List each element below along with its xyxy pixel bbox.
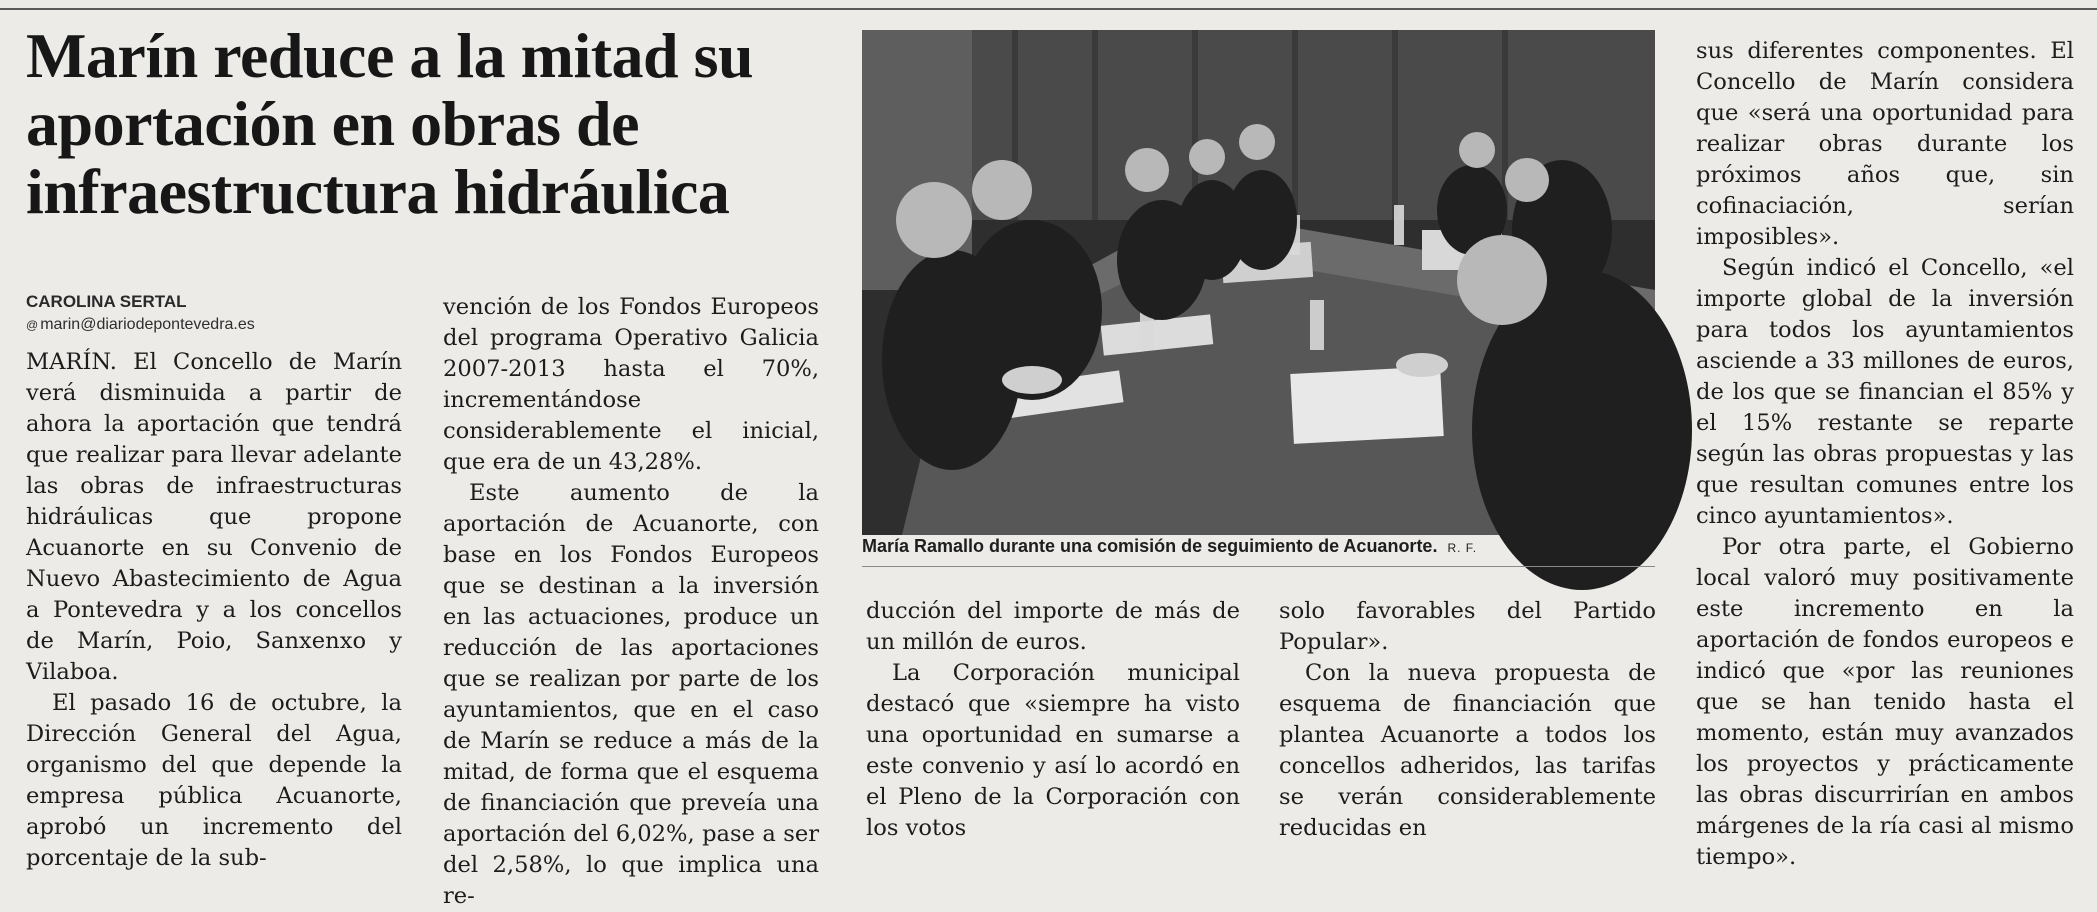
paragraph: ducción del importe de más de un millón de euros. bbox=[866, 598, 1240, 655]
author-email-text: marin@diariodepontevedra.es bbox=[40, 316, 255, 333]
text-column-5 bbox=[1696, 36, 2074, 870]
text-column-2 bbox=[443, 292, 819, 909]
text-column-4 bbox=[1279, 596, 1656, 841]
text-column-3 bbox=[866, 596, 1240, 841]
at-icon: @ bbox=[26, 318, 39, 332]
paragraph bbox=[26, 347, 402, 688]
paragraph: El pasado 16 de octubre, la Dirección General del Agua, organismo del que depende la empresa pública Acuanorte, aprobó un incremento del porcentaje de la sub- bbox=[26, 690, 402, 871]
author-email bbox=[26, 316, 426, 334]
top-rule bbox=[0, 8, 2097, 10]
paragraph: La Corporación municipal destacó que «siempre ha visto una oportunidad en sumarse a este convenio y así lo acordó en el Pleno de la Corporación con los votos bbox=[866, 660, 1240, 841]
paragraph: Según indicó el Concello, «el importe global de la inversión para todos los ayuntamientos asciende a 33 millones de euros, de los que se financian el 85% y el 15% restante se reparte según las obras propuestas y las que resultan comunes entre los cinco ayuntamientos». bbox=[1696, 255, 2074, 529]
dateline: MARÍN. bbox=[26, 349, 117, 375]
caption-rule bbox=[862, 566, 1655, 567]
paragraph: Con la nueva propuesta de esquema de financiación que plantea Acuanorte a todos los concellos adheridos, las tarifas se verán considerablemente reducidas en bbox=[1279, 660, 1656, 841]
photo-credit: R. F. bbox=[1447, 541, 1478, 555]
paragraph: Este aumento de la aportación de Acuanorte, con base en los Fondos Europeos que se destinan a la inversión en las actuaciones, produce un reducción de las aportaciones que se realizan por parte de los ayuntamientos, que en el caso de Marín se reduce a más de la mitad, de forma que el esquema de financiación que preveía una aportación del 6,02%, pase a ser del 2,58%, lo que implica una re- bbox=[443, 480, 819, 909]
paragraph: sus diferentes componentes. El Concello de Marín considera que «será una oportunidad para realizar obras durante los próximos años que, sin cofinaciación, serían imposibles». bbox=[1696, 38, 2074, 250]
author-byline: CAROLINA SERTAL bbox=[26, 292, 187, 311]
paragraph-text: El Concello de Marín verá disminuida a partir de ahora la aportación que tendrá que realizar para llevar adelante las obras de infraestructuras hidráulicas que propone Acuanorte en su Convenio de Nuevo Abastecimiento de Agua a Pontevedra y a los concellos de Marín, Poio, Sanxenxo y Vilaboa. bbox=[26, 349, 402, 685]
paragraph: solo favorables del Partido Popular». bbox=[1279, 598, 1656, 655]
headline: Marín reduce a la mitad su aportación en obras de infraestructura hidráulica bbox=[26, 20, 754, 227]
paragraph: Por otra parte, el Gobierno local valoró muy positivamente este incremento en la aportación de fondos europeos e indicó que «por las reuniones que se han tenido hasta el momento, están muy avanzados los proyectos y prácticamente las obras discurrirían en ambos márgenes de la ría casi al mismo tiempo». bbox=[1696, 534, 2074, 870]
photo-caption-text: María Ramallo durante una comisión de seguimiento de Acuanorte. bbox=[862, 536, 1438, 556]
article-photo bbox=[862, 30, 1655, 535]
paragraph: vención de los Fondos Europeos del programa Operativo Galicia 2007-2013 hasta el 70%, incrementándose considerablemente el inicial, que era de un 43,28%. bbox=[443, 294, 819, 475]
text-column-1 bbox=[26, 347, 402, 871]
meeting-photo-illustration bbox=[862, 30, 1655, 535]
photo-caption bbox=[862, 536, 1655, 562]
